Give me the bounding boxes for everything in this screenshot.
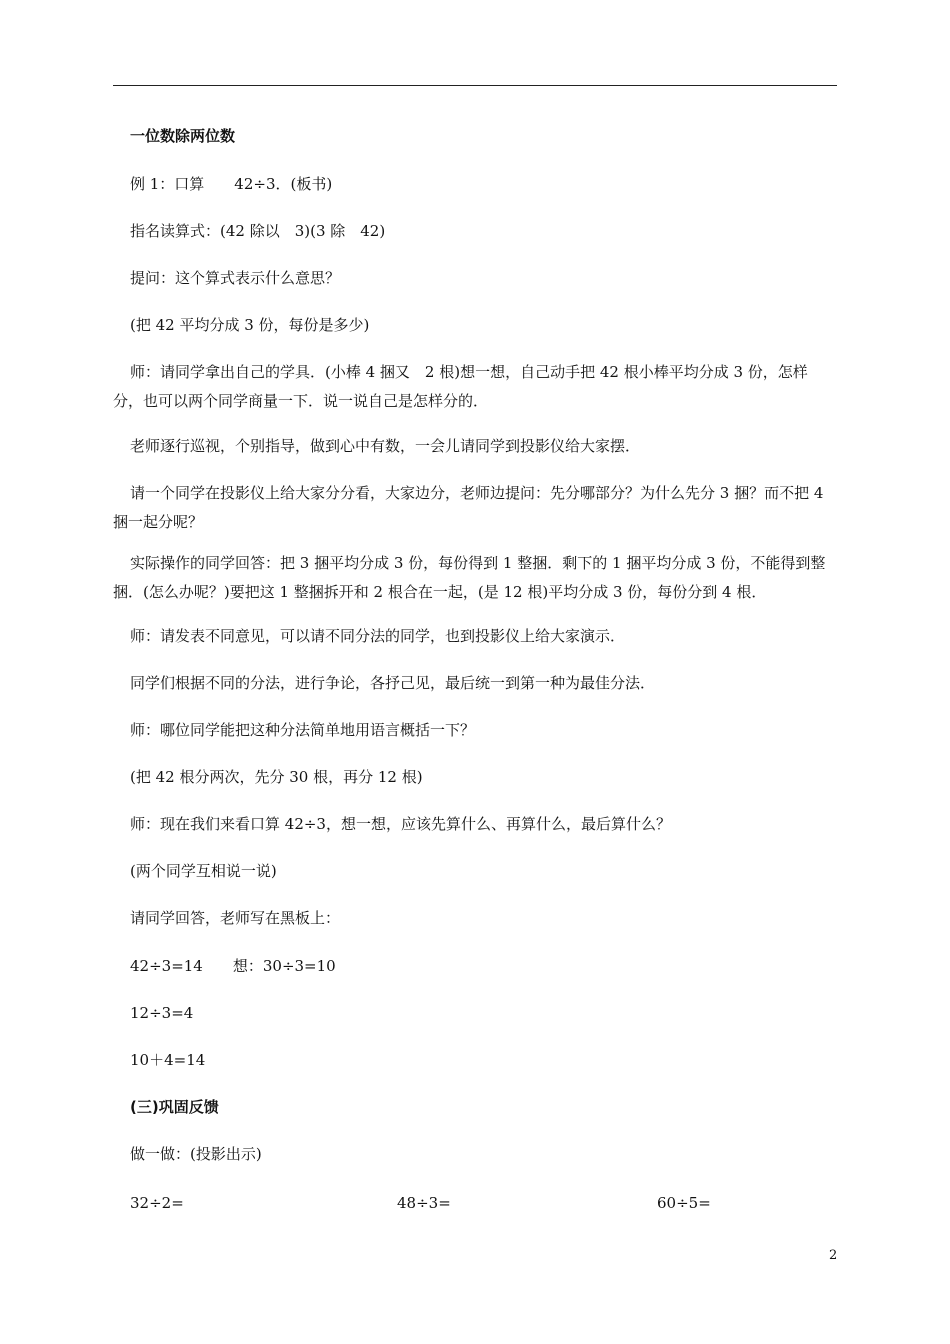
paragraph: 例 1：口算 42÷3．(板书) (130, 175, 333, 193)
exercise: 60÷5= (657, 1194, 711, 1212)
exercise: 32÷2= (130, 1194, 184, 1212)
paragraph: (把 42 根分两次，先分 30 根，再分 12 根) (130, 768, 423, 786)
exercise: 48÷3= (397, 1194, 451, 1212)
section-heading: 一位数除两位数 (130, 127, 236, 145)
paragraph: 提问：这个算式表示什么意思？ (130, 269, 341, 287)
paragraph: 师：哪位同学能把这种分法简单地用语言概括一下？ (130, 721, 476, 739)
paragraph: 实际操作的同学回答：把 3 捆平均分成 3 份，每份得到 1 整捆．剩下的 1 捆平均分成 3 份，不能得到整捆．(怎么办呢？)要把这 1 整捆拆开和 2 根合在一起，(是 12 根)平均分成 3 份，每份分到 4 根． (113, 554, 826, 601)
paragraph: (把 42 平均分成 3 份，每份是多少) (130, 316, 370, 334)
paragraph: 做一做：(投影出示) (130, 1145, 262, 1163)
page-number: 2 (829, 1248, 838, 1263)
paragraph: 师：现在我们来看口算 42÷3，想一想，应该先算什么、再算什么，最后算什么？ (130, 815, 671, 833)
paragraph: 指名读算式：(42 除以 3)(3 除 42) (130, 222, 386, 240)
paragraph: 同学们根据不同的分法，进行争论，各抒己见，最后统一到第一种为最佳分法． (130, 674, 656, 692)
paragraph: 师：请同学拿出自己的学具．(小棒 4 捆又 2 根)想一想，自己动手把 42 根小棒平均分成 3 份，怎样分，也可以两个同学商量一下．说一说自己是怎样分的． (113, 363, 808, 410)
section-heading: (三)巩固反馈 (130, 1098, 219, 1116)
paragraph: 请一个同学在投影仪上给大家分分看，大家边分，老师边提问：先分哪部分？为什么先分 3 捆？而不把 4 捆一起分呢？ (113, 484, 824, 531)
paragraph: 老师逐行巡视，个别指导，做到心中有数，一会儿请同学到投影仪给大家摆． (130, 437, 641, 455)
paragraph: 师：请发表不同意见，可以请不同分法的同学，也到投影仪上给大家演示． (130, 627, 626, 645)
header-rule (113, 85, 837, 86)
paragraph: 请同学回答，老师写在黑板上： (130, 909, 341, 927)
equation-line: 12÷3=4 (130, 1004, 194, 1022)
equation-line: 10＋4=14 (130, 1051, 206, 1069)
paragraph: (两个同学互相说一说) (130, 862, 277, 880)
equation-line: 42÷3=14 想：30÷3=10 (130, 957, 336, 975)
